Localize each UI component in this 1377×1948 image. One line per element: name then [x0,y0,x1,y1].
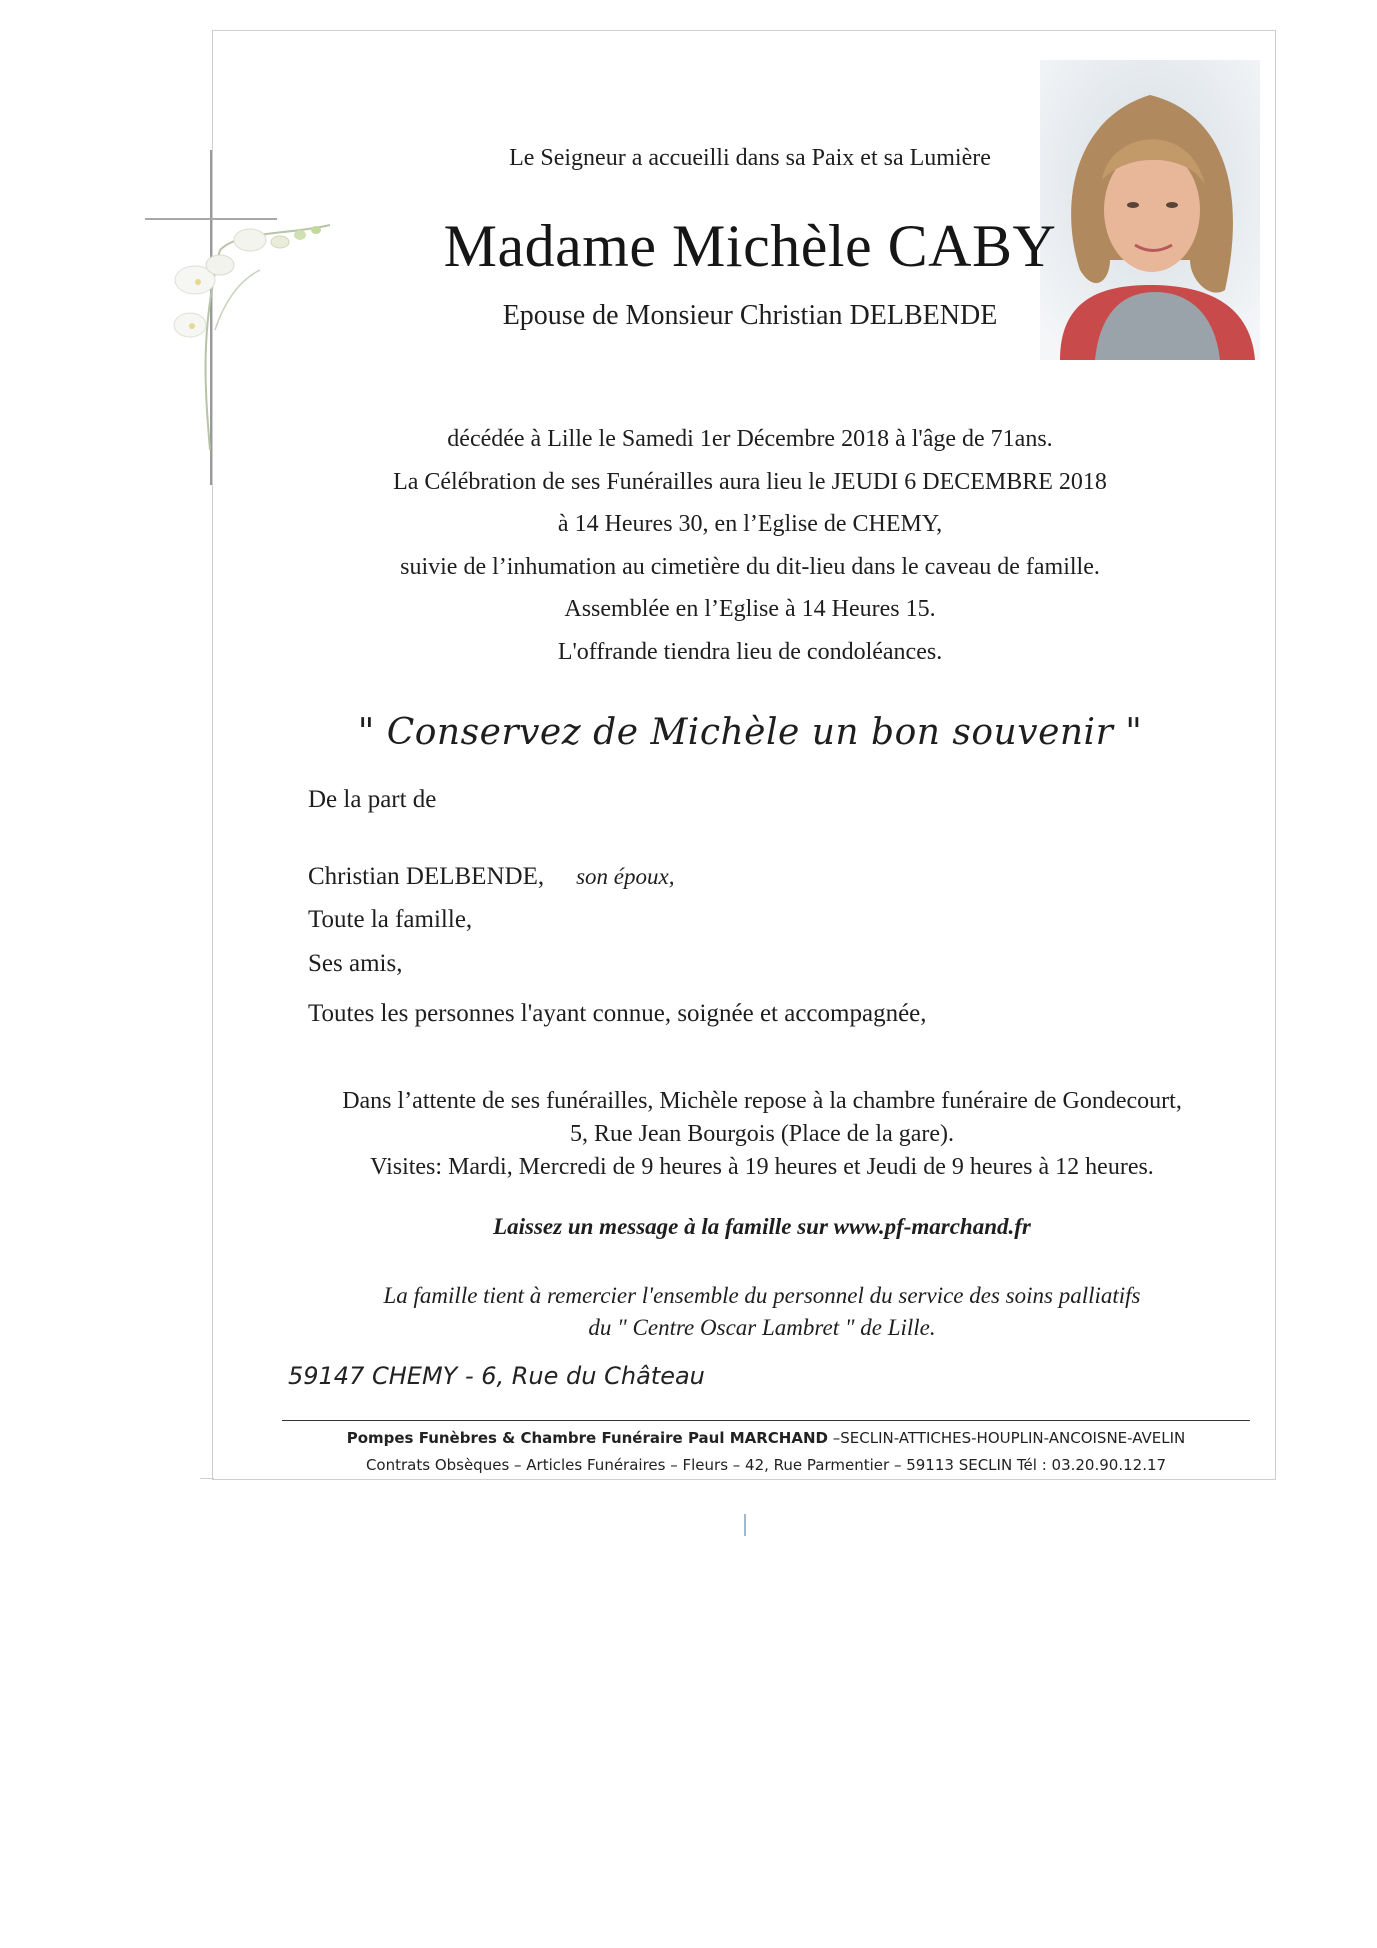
footer-company: Pompes Funèbres & Chambre Funéraire Paul MARCHAND [346,1429,828,1447]
spouse-role: son époux, [576,864,675,889]
spouse-line: Epouse de Monsieur Christian DELBENDE [502,300,998,331]
thanks-line: La famille tient à remercier l'ensemble du personnel du service des soins palliatifs [383,1283,1141,1308]
details-line: L'offrande tiendra lieu de condoléances. [557,638,943,665]
spouse-name: Christian DELBENDE, [308,863,545,890]
family-line: Toutes les personnes l'ayant connue, soignée et accompagnée, [308,1000,927,1027]
deceased-name: Madame Michèle CABY [443,213,1057,279]
from-label: De la part de [308,786,437,813]
frame-corner [200,1440,214,1479]
family-spouse [308,855,674,898]
waiting-line: 5, Rue Jean Bourgois (Place de la gare). [569,1121,955,1147]
waiting-line: Visites: Mardi, Mercredi de 9 heures à 19 heures et Jeudi de 9 heures à 12 heures. [370,1154,1154,1180]
waiting-info [312,1085,1212,1184]
thanks-line: du " Centre Oscar Lambret " de Lille. [588,1315,936,1340]
footer-towns: –SECLIN-ATTICHES-HOUPLIN-ANCOISNE-AVELIN [827,1429,1186,1447]
family-line: Ses amis, [308,949,403,977]
details-line: Assemblée en l’Eglise à 14 Heures 15. [564,596,936,623]
scan-mark [744,1514,746,1536]
message-link[interactable]: Laissez un message à la famille sur www.pf-marchand.fr [493,1214,1031,1239]
funeral-details [300,418,1200,674]
waiting-line: Dans l’attente de ses funérailles, Michèle repose à la chambre funéraire de Gondecourt, [342,1088,1182,1114]
family-list [308,855,674,985]
details-line: décédée à Lille le Samedi 1er Décembre 2018 à l'âge de 71ans. [447,426,1053,452]
footer-line-1 [282,1429,1250,1447]
thanks-text [312,1280,1212,1344]
footer-line-2: Contrats Obsèques – Articles Funéraires – Fleurs – 42, Rue Parmentier – 59113 SECLIN Tél : 03.20.90.12.17 [365,1456,1167,1474]
details-line: à 14 Heures 30, en l’Eglise de CHEMY, [557,511,943,538]
details-line: suivie de l’inhumation au cimetière du dit-lieu dans le caveau de famille. [400,553,1100,580]
family-address: 59147 CHEMY - 6, Rue du Château [288,1362,705,1390]
details-line: La Célébration de ses Funérailles aura lieu le JEUDI 6 DECEMBRE 2018 [393,468,1107,495]
memorial-quote: " Conservez de Michèle un bon souvenir " [357,712,1143,753]
footer-rule [282,1420,1250,1421]
intro-text: Le Seigneur a accueilli dans sa Paix et sa Lumière [509,145,991,171]
family-line: Toute la famille, [308,906,473,934]
